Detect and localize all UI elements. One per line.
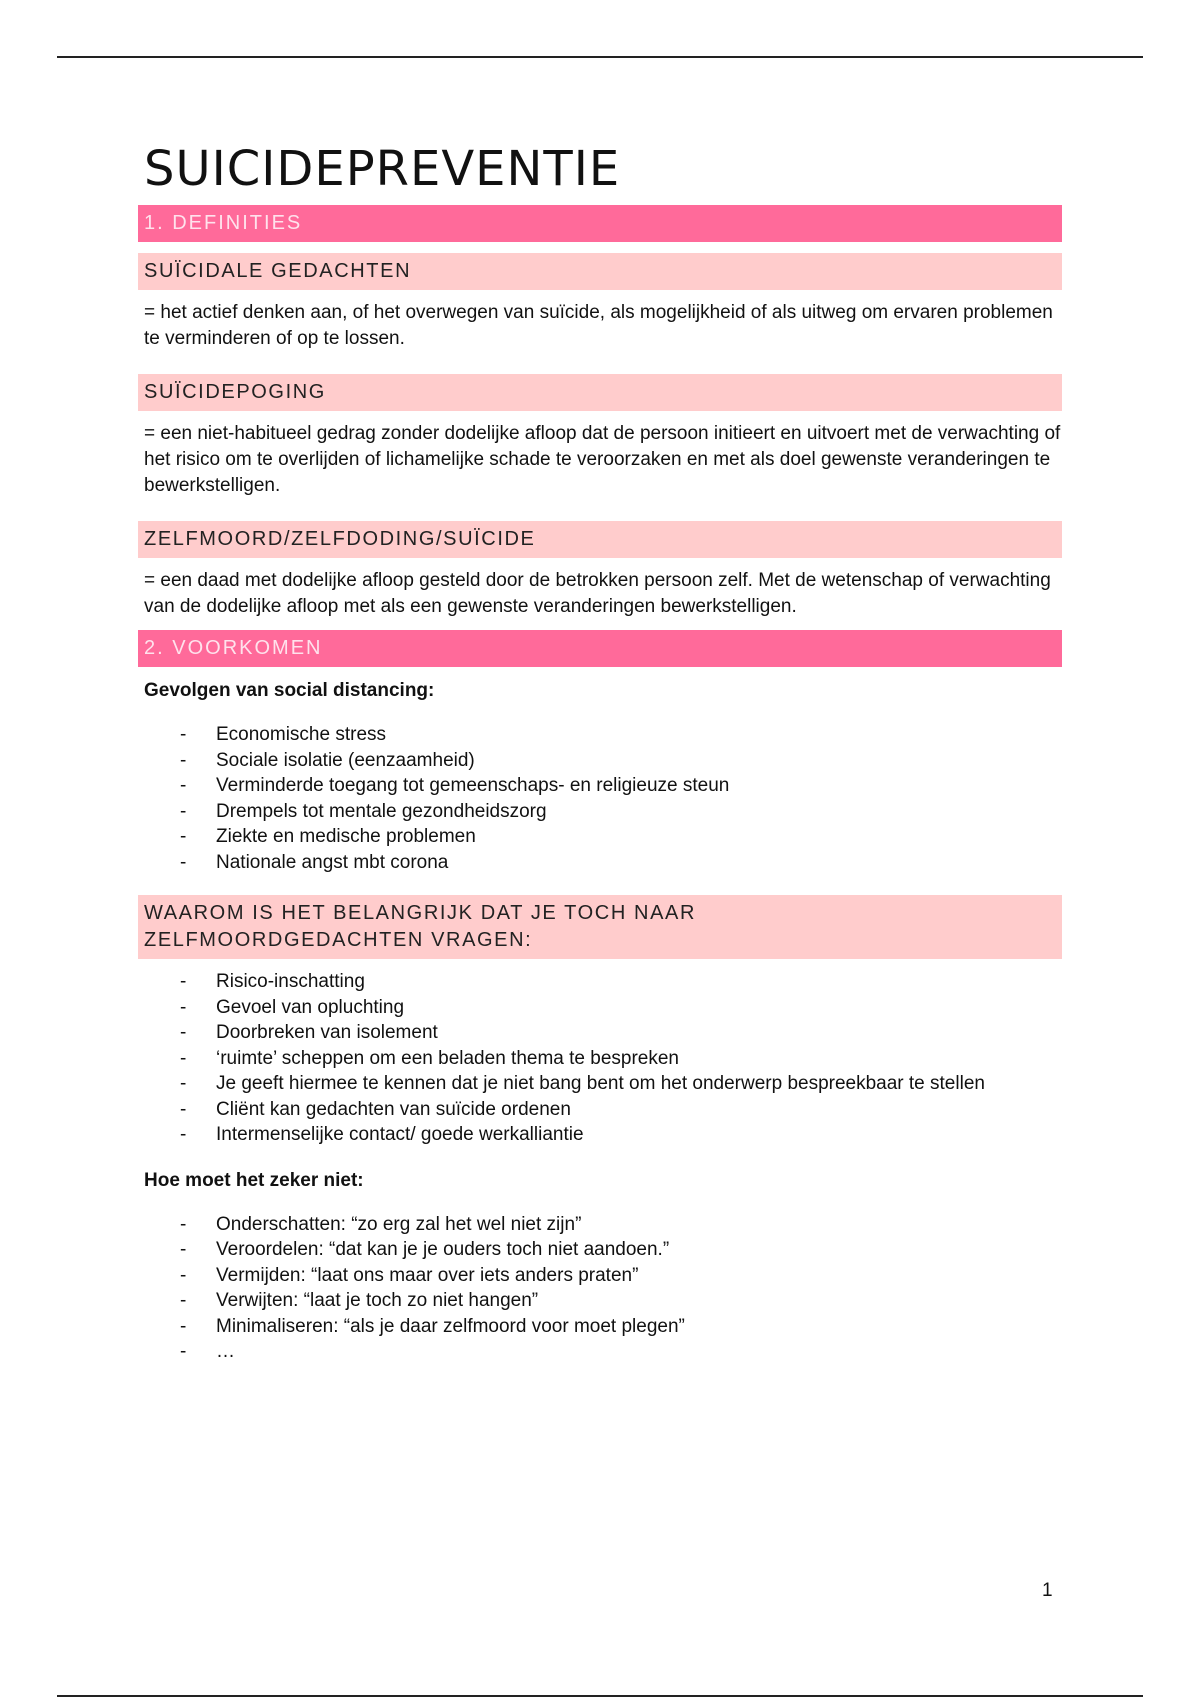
list-item: - Sociale isolatie (eenzaamheid)	[138, 748, 1062, 774]
list-item: - Vermijden: “laat ons maar over iets anders praten”	[138, 1263, 1062, 1289]
definition-suicidale-gedachten: = het actief denken aan, of het overwegen van suïcide, als mogelijkheid of als uitweg om ervaren problemen te verminderen of op te lossen.	[144, 302, 1053, 349]
waarom-list	[138, 969, 1062, 1148]
list-item: - ‘ruimte’ scheppen om een beladen thema te bespreken	[138, 1046, 1062, 1072]
list-item: - …	[138, 1339, 1062, 1365]
subheading-zelfmoord: ZELFMOORD/ZELFDODING/SUÏCIDE	[138, 521, 1062, 558]
page-number: 1	[1042, 1580, 1053, 1601]
list-item: - Verminderde toegang tot gemeenschaps- en religieuze steun	[138, 773, 1062, 799]
list-item: - Verwijten: “laat je toch zo niet hangen”	[138, 1288, 1062, 1314]
definition-zelfmoord: = een daad met dodelijke afloop gesteld door de betrokken persoon zelf. Met de wetenschap of verwachting van de dodelijke afloop met als een gewenste veranderingen bewerkstelligen.	[144, 570, 1051, 617]
list-item: - Doorbreken van isolement	[138, 1020, 1062, 1046]
list-item: - Onderschatten: “zo erg zal het wel niet zijn”	[138, 1212, 1062, 1238]
list-item: - Nationale angst mbt corona	[138, 850, 1062, 876]
list-item: - Cliënt kan gedachten van suïcide ordenen	[138, 1097, 1062, 1123]
section-heading-definities: 1. DEFINITIES	[138, 205, 1062, 242]
hoe-niet-label: Hoe moet het zeker niet:	[144, 1169, 364, 1191]
gevolgen-label: Gevolgen van social distancing:	[144, 680, 435, 701]
bottom-rule	[57, 1695, 1143, 1697]
definition-suicidepoging: = een niet-habitueel gedrag zonder dodelijke afloop dat de persoon initieert en uitvoert met de verwachting of het risico om te overlijden of lichamelijke schade te veroorzaken en met als doel gewenste veranderingen te bewerkstelligen.	[144, 423, 1061, 496]
list-item: - Minimaliseren: “als je daar zelfmoord voor moet plegen”	[138, 1314, 1062, 1340]
list-item: - Drempels tot mentale gezondheidszorg	[138, 799, 1062, 825]
gevolgen-list	[138, 722, 1062, 875]
page-title: SUICIDEPREVENTIE	[144, 141, 621, 197]
top-rule	[57, 56, 1143, 58]
section-heading-voorkomen: 2. VOORKOMEN	[138, 630, 1062, 667]
subheading-waarom	[138, 895, 1062, 959]
list-item: - Risico-inschatting	[138, 969, 1062, 995]
list-item: - Economische stress	[138, 722, 1062, 748]
hoe-niet-list	[138, 1212, 1062, 1365]
list-item: - Intermenselijke contact/ goede werkalliantie	[138, 1122, 1062, 1148]
list-item: - Je geeft hiermee te kennen dat je niet bang bent om het onderwerp bespreekbaar te stellen	[138, 1071, 1062, 1097]
document-body	[138, 141, 1062, 1385]
subheading-suicidepoging: SUÏCIDEPOGING	[138, 374, 1062, 411]
subheading-waarom-text: WAAROM IS HET BELANGRIJK DAT JE TOCH NAAR ZELFMOORDGEDACHTEN VRAGEN:	[144, 902, 696, 951]
list-item: - Veroordelen: “dat kan je je ouders toch niet aandoen.”	[138, 1237, 1062, 1263]
subheading-suicidale-gedachten: SUÏCIDALE GEDACHTEN	[138, 253, 1062, 290]
list-item: - Gevoel van opluchting	[138, 995, 1062, 1021]
list-item: - Ziekte en medische problemen	[138, 824, 1062, 850]
